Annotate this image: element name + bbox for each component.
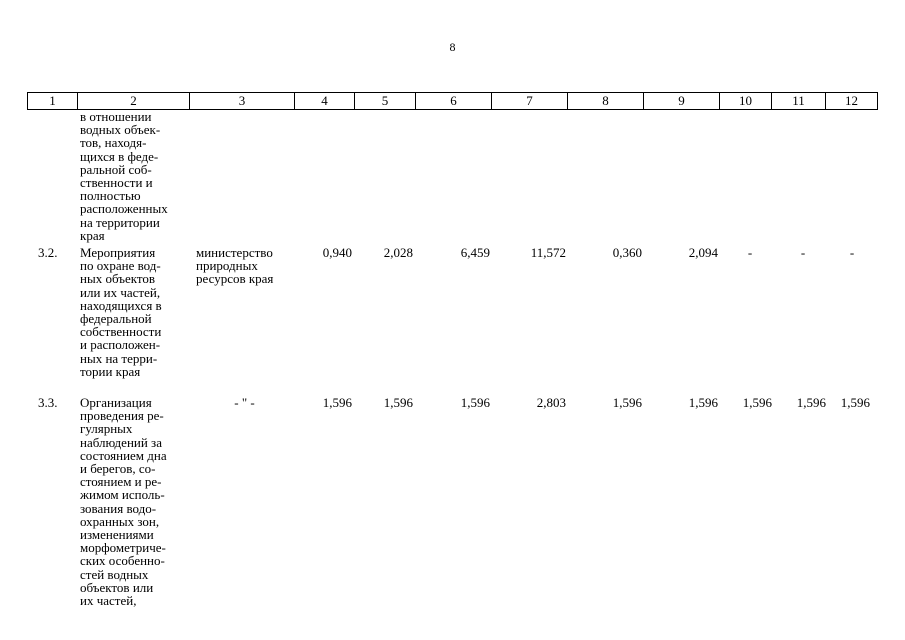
column-number: 11 <box>772 93 826 110</box>
description-line: объектов или <box>80 579 154 595</box>
description-line: на территории <box>80 214 160 230</box>
organization-line: - " - <box>234 395 255 410</box>
description-line: проведения ре- <box>80 408 164 424</box>
description-line: и берегов, со- <box>80 461 156 477</box>
description-line: находящихся в <box>80 297 162 313</box>
column-number: 6 <box>416 93 492 110</box>
description-line: ных на терри- <box>80 350 158 366</box>
value-col-12: - <box>849 245 855 260</box>
value-col-7: 2,803 <box>536 395 566 410</box>
description-line: тов, находя- <box>80 135 147 151</box>
column-number: 7 <box>492 93 568 110</box>
description-line: Организация <box>80 395 152 410</box>
description-line: в отношении <box>80 109 152 124</box>
description-line: ральной соб- <box>80 161 152 177</box>
value-col-6: 6,459 <box>460 245 490 260</box>
description-line: по охране вод- <box>80 258 161 274</box>
column-number: 2 <box>78 93 190 110</box>
description-line: жимом исполь- <box>80 487 165 503</box>
responsible-organization <box>192 396 297 409</box>
description-line: зования водо- <box>80 500 157 516</box>
description-line: щихся в феде- <box>80 148 159 164</box>
row-number: 3.3. <box>38 395 58 410</box>
description-line: тории края <box>80 363 141 379</box>
column-number: 3 <box>190 93 295 110</box>
continued-description <box>80 110 185 242</box>
description-line: ных объектов <box>80 271 156 287</box>
value-col-11: - <box>800 245 806 260</box>
column-number: 4 <box>295 93 355 110</box>
column-number: 9 <box>644 93 720 110</box>
value-col-4: 0,940 <box>322 245 352 260</box>
responsible-organization <box>196 246 296 286</box>
row-number: 3.2. <box>38 245 58 260</box>
value-col-10: 1,596 <box>742 395 772 410</box>
organization-line: ресурсов края <box>196 271 274 287</box>
description-line: Мероприятия <box>80 245 156 260</box>
description-line: наблюдений за <box>80 434 162 450</box>
description-line: стоянием и ре- <box>80 474 162 490</box>
description-line: или их частей, <box>80 284 161 300</box>
column-number: 1 <box>28 93 78 110</box>
description-line: состоянием дна <box>80 447 167 463</box>
description-line: расположенных <box>80 201 168 217</box>
value-col-5: 1,596 <box>383 395 413 410</box>
column-number: 5 <box>355 93 416 110</box>
value-col-9: 2,094 <box>688 245 718 260</box>
column-number: 12 <box>826 93 878 110</box>
column-number: 8 <box>568 93 644 110</box>
description-line: ственности и <box>80 175 153 191</box>
column-number-header <box>27 92 878 110</box>
value-col-11: 1,596 <box>796 395 826 410</box>
description-line: полностью <box>80 188 141 204</box>
description-line: морфометриче- <box>80 540 166 556</box>
value-col-8: 1,596 <box>612 395 642 410</box>
description-line: их частей, <box>80 593 137 609</box>
description-line: и расположен- <box>80 337 161 353</box>
page-number: 8 <box>449 40 456 54</box>
value-col-9: 1,596 <box>688 395 718 410</box>
organization-line: природных <box>196 258 258 274</box>
value-col-4: 1,596 <box>322 395 352 410</box>
description-line: ских особенно- <box>80 553 165 569</box>
value-col-5: 2,028 <box>383 245 413 260</box>
description-line: охранных зон, <box>80 513 160 529</box>
row-description <box>80 246 185 378</box>
description-line: собственности <box>80 324 162 340</box>
row-description <box>80 396 185 607</box>
description-line: края <box>80 227 105 243</box>
value-col-10: - <box>747 245 753 260</box>
description-line: федеральной <box>80 311 152 327</box>
value-col-6: 1,596 <box>460 395 490 410</box>
description-line: гулярных <box>80 421 133 437</box>
organization-line: министерство <box>196 245 273 260</box>
column-number: 10 <box>720 93 772 110</box>
description-line: стей водных <box>80 566 149 582</box>
value-col-8: 0,360 <box>612 245 642 260</box>
description-line: водных объек- <box>80 122 161 138</box>
value-col-7: 11,572 <box>530 245 566 260</box>
value-col-12: 1,596 <box>840 395 870 410</box>
description-line: изменениями <box>80 527 154 543</box>
